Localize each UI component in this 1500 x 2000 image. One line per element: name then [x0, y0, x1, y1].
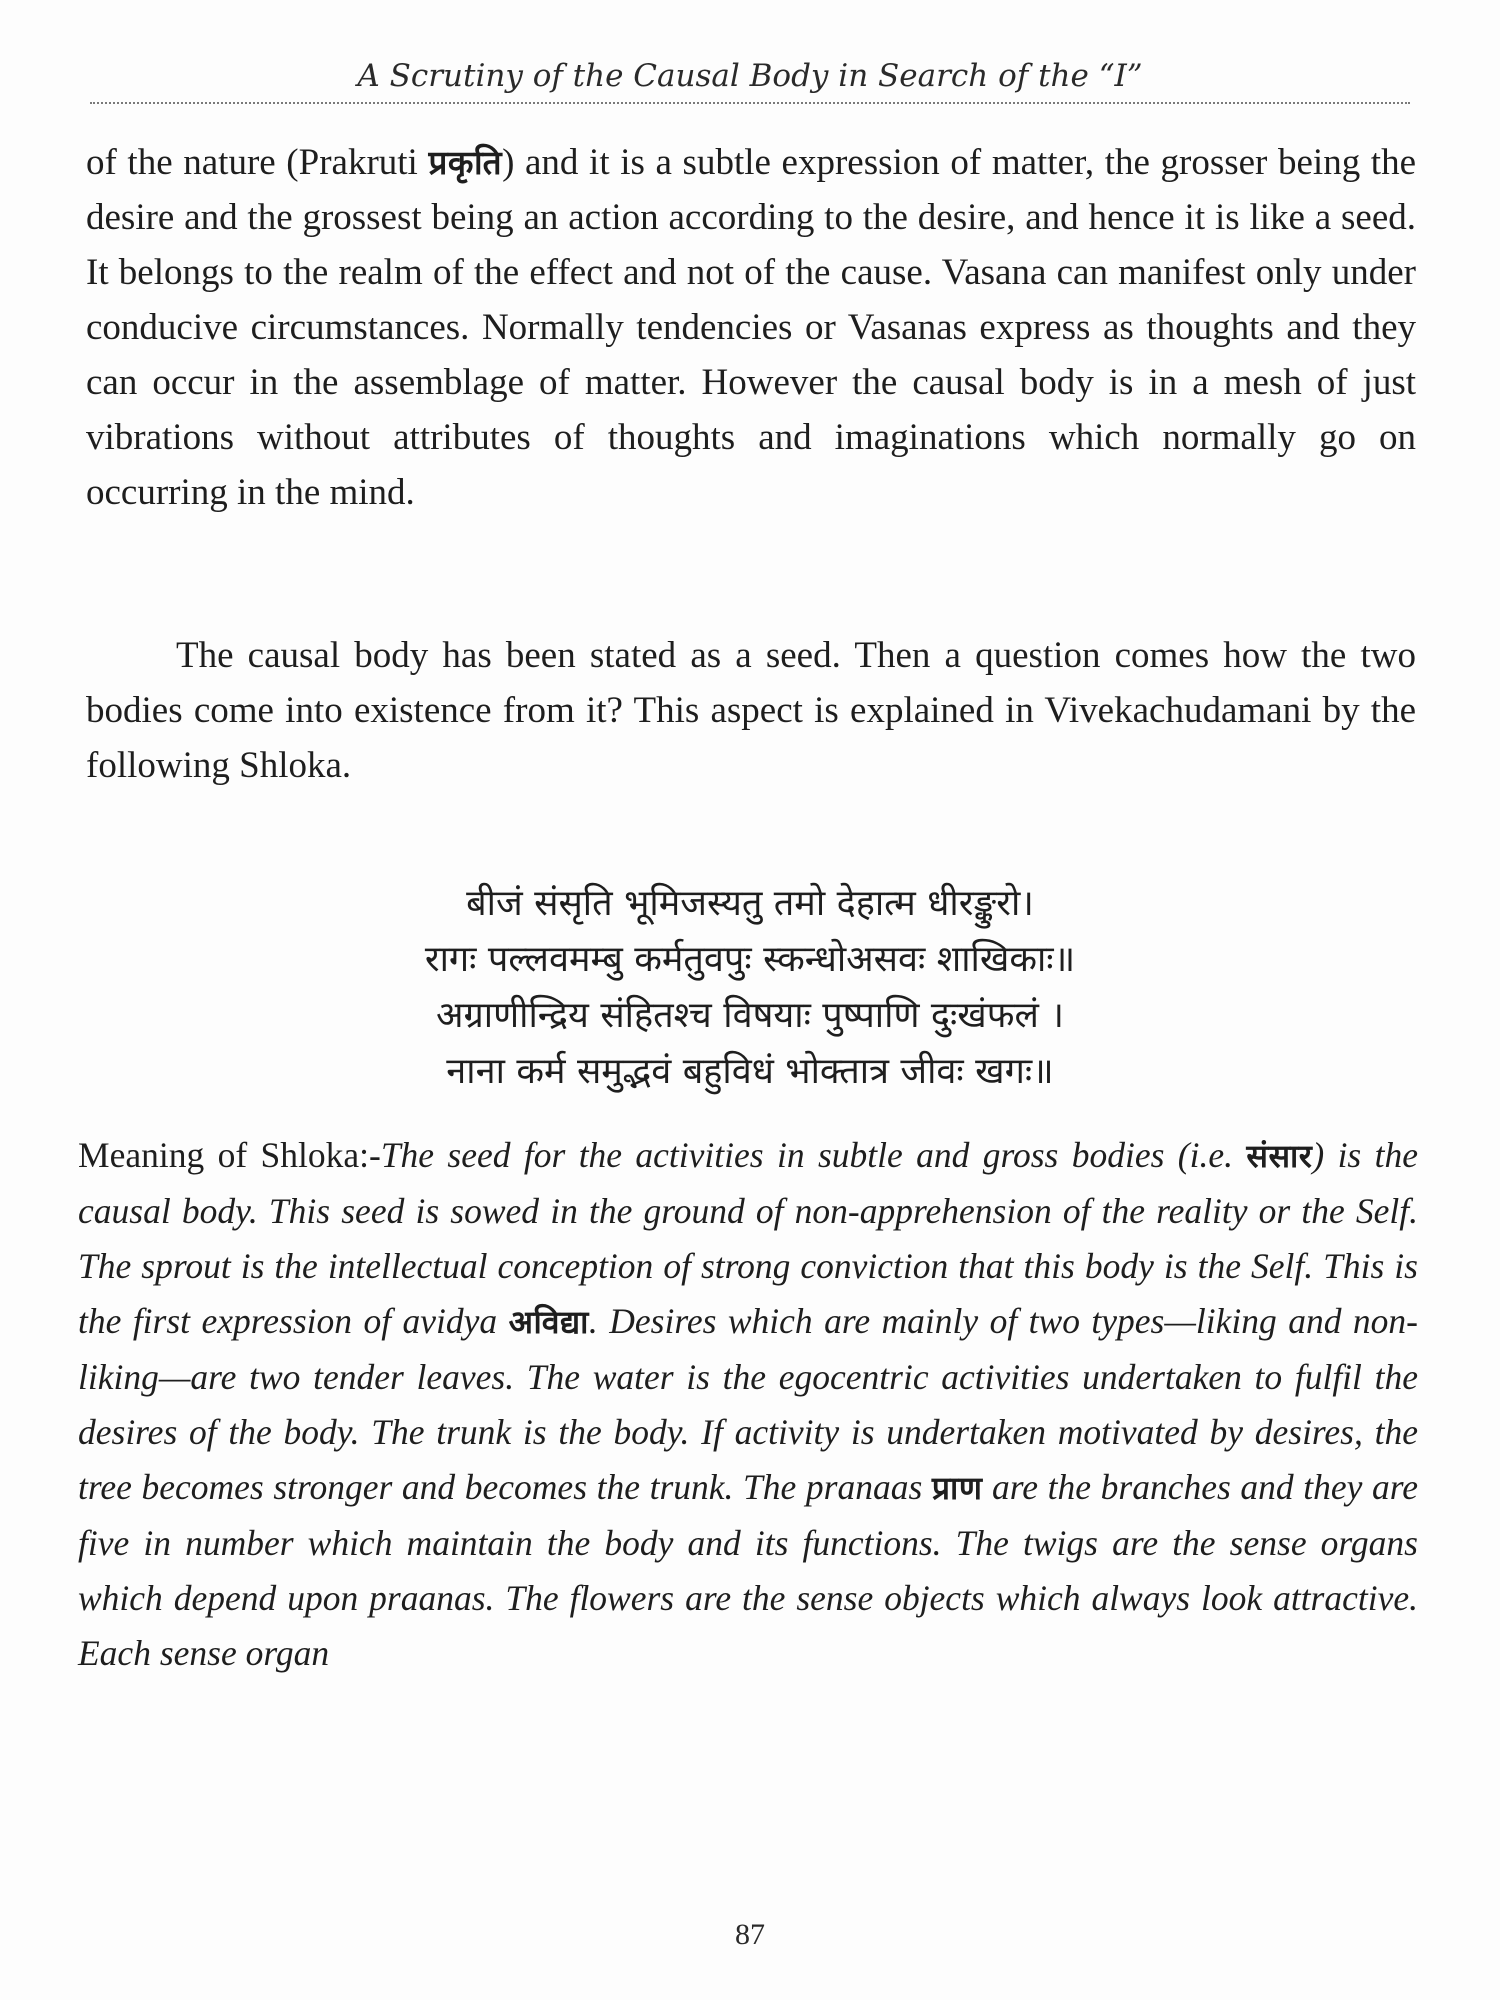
- paragraph-1-text-a: of the nature (Prakruti: [86, 142, 429, 183]
- shloka-line-3: अग्राणीन्द्रिय संहितश्च विषयाः पुष्पाणि दुःखंफलं ।: [435, 995, 1065, 1036]
- shloka-line-2: रागः पल्लवमम्बु कर्मतुवपुः स्कन्धोअसवः शाखिकाः॥: [424, 939, 1076, 980]
- meaning-label: Meaning of Shloka:-: [78, 1135, 381, 1175]
- devanagari-prakruti: प्रकृति: [428, 143, 503, 182]
- meaning-text-1: The seed for the activities in subtle and gross bodies (i.e.: [380, 1135, 1247, 1175]
- devanagari-prana: प्राण: [931, 1469, 983, 1507]
- paragraph-1: [86, 135, 1416, 520]
- meaning-text-4: are the branches and they are five in number which maintain the body and its functions. The twigs are the sense organs which depend upon praanas. The flowers are the sense objects which always look attractive. Each sense organ: [78, 1467, 1418, 1673]
- meaning-text-3: . Desires which are mainly of two types—liking and non-liking—are two tender leaves. The water is the egocentric activities undertaken to fulfil the desires of the body. The trunk is the body. If activity is undertaken motivated by desires, the tree becomes stronger and becomes the trunk. The pranaas: [78, 1301, 1418, 1507]
- devanagari-avidya: अविद्या: [508, 1303, 589, 1341]
- meaning-paragraph: [78, 1128, 1418, 1681]
- paragraph-1-text-b: ) and it is a subtle expression of matter, the grosser being the desire and the grossest being an action according to the desire, and hence it is like a seed. It belongs to the realm of the effect and not of the cause. Vasana can manifest only under conducive circumstances. Normally tendencies or Vasanas express as thoughts and they can occur in the assemblage of matter. However the causal body is in a mesh of just vibrations without attributes of thoughts and imaginations which normally go on occurring in the mind.: [86, 142, 1417, 513]
- shloka-block: [150, 876, 1350, 1100]
- shloka-line-1: बीजं संसृति भूमिजस्यतु तमो देहात्म धीरङ्कुरो।: [466, 883, 1034, 924]
- meaning-text-2: ) is the causal body. This seed is sowed in the ground of non-apprehension of the reality or the Self. The sprout is the intellectual conception of strong conviction that this body is the Self. This is the first expression of avidya: [78, 1135, 1418, 1341]
- paragraph-2: The causal body has been stated as a seed. Then a question comes how the two bodies come into existence from it? This aspect is explained in Vivekachudamani by the following Shloka.: [86, 635, 1416, 786]
- shloka-line-4: नाना कर्म समुद्भवं बहुविधं भोक्तात्र जीवः खगः॥: [446, 1051, 1054, 1092]
- header-dotted-rule: [90, 102, 1410, 104]
- running-head: A Scrutiny of the Causal Body in Search of the “I”: [357, 58, 1143, 94]
- devanagari-sansar: संसार: [1246, 1137, 1313, 1175]
- page-number: 87: [735, 1918, 765, 1951]
